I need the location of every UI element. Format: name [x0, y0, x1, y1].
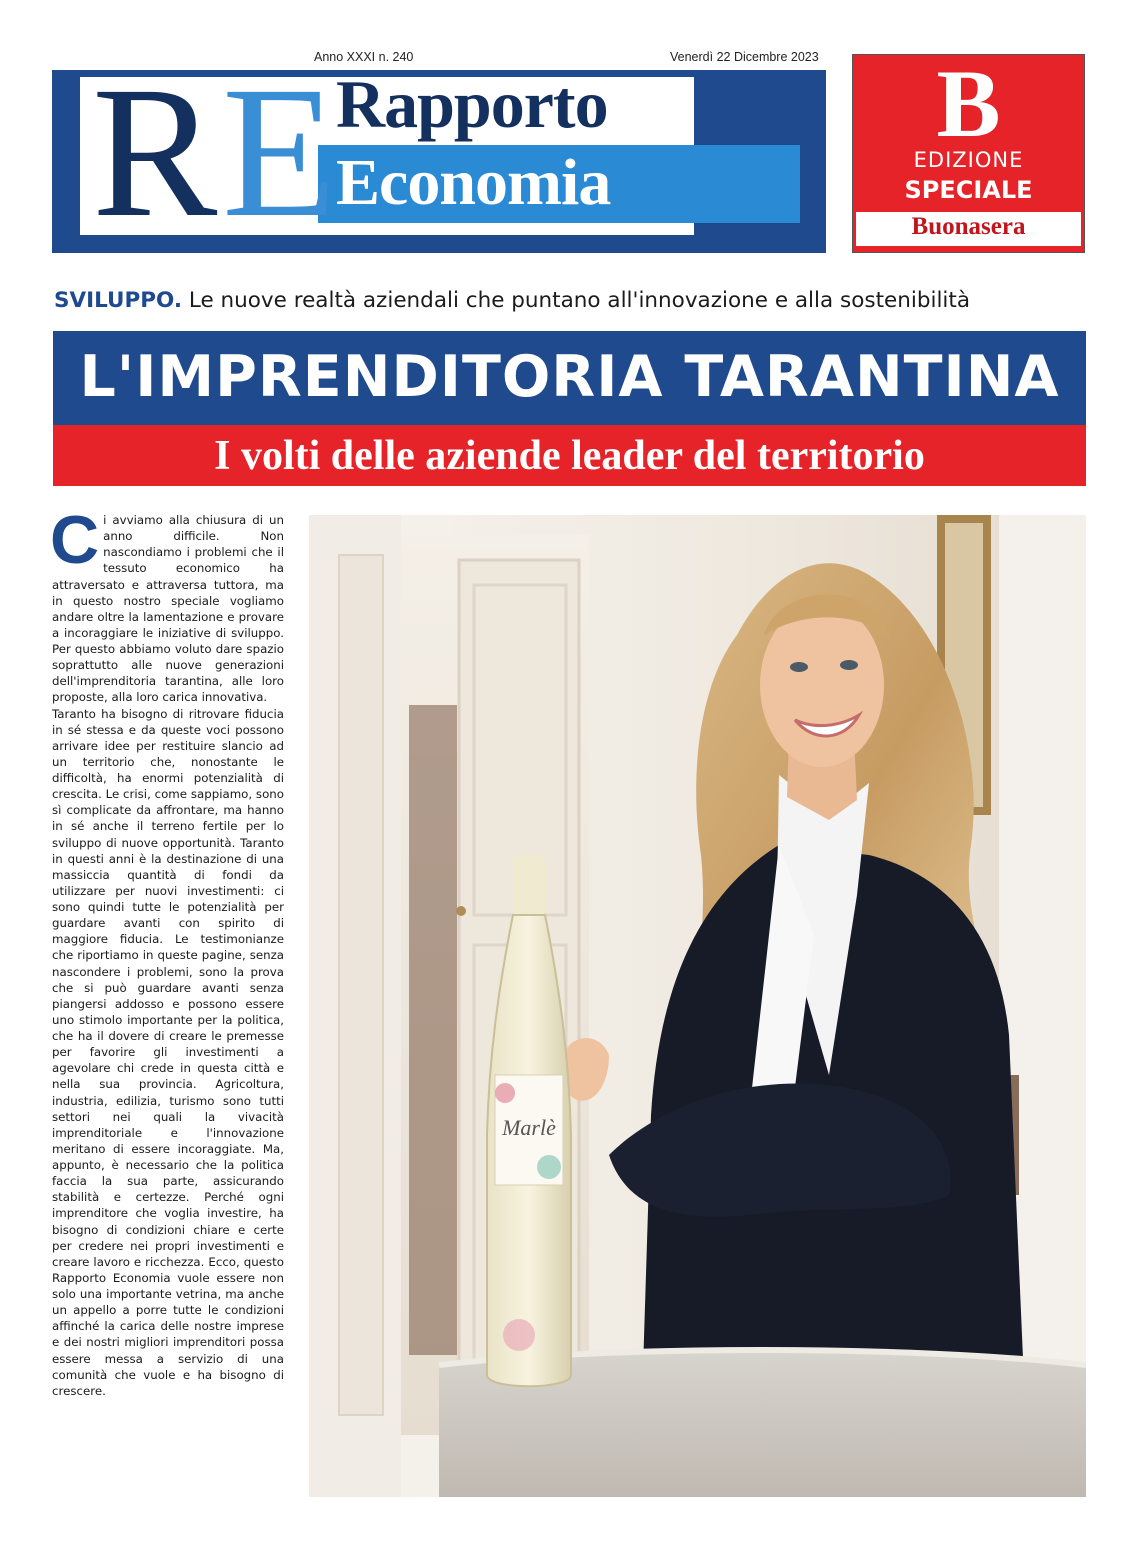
bottle-flower [503, 1319, 535, 1351]
issue-number: Anno XXXI n. 240 [314, 50, 414, 64]
main-headline: L'IMPRENDITORIA TARANTINA [79, 344, 1060, 410]
edition-label: EDIZIONE [913, 148, 1024, 172]
masthead-title-economia: Economia [336, 146, 611, 219]
face [760, 603, 884, 767]
left-eye [790, 662, 808, 672]
kicker-label: SVILUPPO. [54, 288, 183, 313]
door-panel-left [339, 555, 383, 1415]
feature-photo [309, 515, 1086, 1497]
edition-letter: B [936, 50, 1001, 157]
right-eye [840, 660, 858, 670]
article-paragraph-1-text: i avviamo alla chiusura di un anno difficile. Non nascondiamo i problemi che il tessuto economico ha attraversato e attraversa tuttora, ma in questo nostro speciale vogliamo andare oltre la lamentazione e provare a incoraggiare le iniziative di sviluppo. Per questo abbiamo voluto dare spazio soprattutto alle nuove generazioni dell'imprenditoria tarantina, alle loro proposte, alla loro carica innovativa. [52, 513, 284, 705]
label-flower-1 [495, 1083, 515, 1103]
door-handle [456, 906, 466, 916]
drop-cap: C [50, 502, 100, 578]
logo-letter-e: E [222, 47, 337, 256]
article-body [50, 502, 284, 1399]
bottle-label-text: Marlè [502, 1115, 556, 1140]
article-paragraph-1 [50, 502, 284, 706]
portrait-illustration [309, 515, 1086, 1497]
newspaper-name: Buonasera [911, 213, 1026, 240]
article-paragraph-2: Taranto ha bisogno di ritrovare fiducia in sé stessa e da queste voci possono arrivare idee per restituire slancio ad un territorio che, nonostante le difficoltà, ha enormi potenzialità di crescita. Le crisi, come sappiamo, sono sì complicate da affrontare, ma hanno in sé anche il terreno fertile per lo sviluppo di nuove opportunità. Taranto in questi anni è la destinazione di una massiccia quantità di fondi da utilizzare per nuovi investimenti: ci sono quindi tutte le potenzialità per guardare avanti con spirito di maggiore fiducia. Le testimonianze che riportiamo in queste pagine, senza nascondere i problemi, sono la prova che si può guardare avanti senza piangersi addosso e possono essere uno stimolo importante per la politica, che ha il dovere di creare le premesse per favorire gli investimenti a agevolare chi crede in questa città e nella sua provincia. Agricoltura, industria, edilizia, turismo sono tutti settori nei quali la vivacità imprenditoriale e l'innovazione meritano di essere incoraggiate. Ma, appunto, è necessario che la politica faccia la sua parte, assicurando stabilità e certezze. Perché ogni imprenditore che voglia investire, ha bisogno di condizioni chiare e certe per credere nei propri investimenti e creare lavoro e ricchezza. Ecco, questo Rapporto Economia vuole essere non solo una importante vetrina, ma anche un appello a porre tutte le condizioni affinché la carica delle nostre imprese e dei nostri migliori imprenditori possa essere messa a servizio di una comunità che vuole e ha bisogno di crescere. [52, 706, 284, 1398]
kicker-text: Le nuove realtà aziendali che puntano all'innovazione e alla sostenibilità [182, 288, 970, 313]
masthead-accent-block [696, 77, 818, 145]
bottle-neck [513, 855, 545, 915]
hallway-shadow [409, 705, 457, 1355]
edition-special-label: SPECIALE [904, 176, 1033, 204]
label-flower-2 [537, 1155, 561, 1179]
subheadline: I volti delle aziende leader del territorio [214, 433, 925, 479]
masthead-title-rapporto: Rapporto [336, 66, 608, 142]
logo-letter-r: R [92, 47, 212, 256]
issue-date: Venerdì 22 Dicembre 2023 [670, 50, 819, 64]
kicker [54, 288, 1086, 313]
